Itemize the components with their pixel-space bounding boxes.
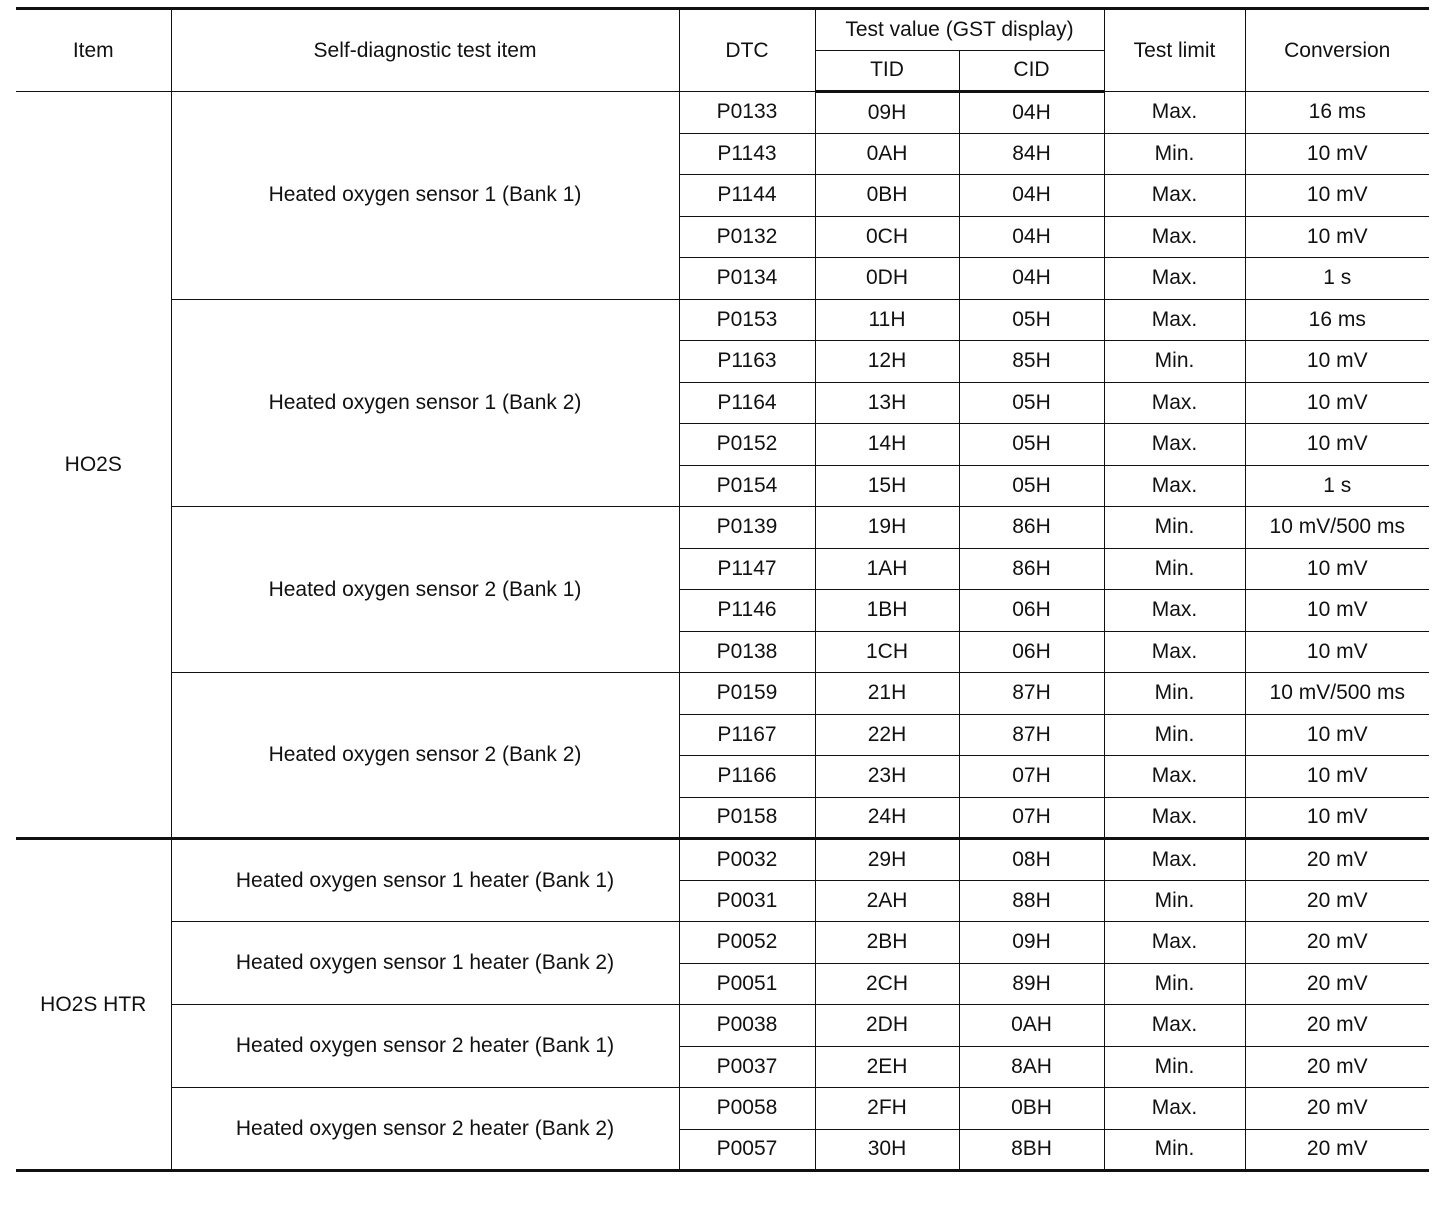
test-limit-cell: Min. <box>1104 1129 1245 1171</box>
header-item: Item <box>16 9 171 92</box>
dtc-cell: P0038 <box>679 1005 815 1047</box>
test-limit-cell: Min. <box>1104 673 1245 715</box>
test-item-cell: Heated oxygen sensor 2 (Bank 1) <box>171 507 679 673</box>
tid-cell: 0DH <box>815 258 959 300</box>
table-row <box>16 1005 1429 1047</box>
dtc-cell: P0032 <box>679 839 815 881</box>
dtc-cell: P0052 <box>679 922 815 964</box>
dtc-cell: P1166 <box>679 756 815 798</box>
cid-cell: 05H <box>959 299 1104 341</box>
tid-cell: 21H <box>815 673 959 715</box>
cid-cell: 05H <box>959 465 1104 507</box>
cid-cell: 04H <box>959 92 1104 134</box>
test-limit-cell: Max. <box>1104 258 1245 300</box>
cid-cell: 0BH <box>959 1088 1104 1130</box>
dtc-cell: P0133 <box>679 92 815 134</box>
table-row <box>16 839 1429 881</box>
cid-cell: 04H <box>959 216 1104 258</box>
dtc-cell: P1164 <box>679 382 815 424</box>
conversion-cell: 10 mV <box>1245 382 1429 424</box>
conversion-cell: 20 mV <box>1245 1005 1429 1047</box>
cid-cell: 87H <box>959 673 1104 715</box>
tid-cell: 1CH <box>815 631 959 673</box>
conversion-cell: 20 mV <box>1245 1088 1429 1130</box>
tid-cell: 2AH <box>815 880 959 922</box>
test-item-cell: Heated oxygen sensor 1 heater (Bank 2) <box>171 922 679 1005</box>
test-limit-cell: Max. <box>1104 299 1245 341</box>
tid-cell: 09H <box>815 92 959 134</box>
conversion-cell: 20 mV <box>1245 880 1429 922</box>
header-test-value: Test value (GST display) <box>815 9 1104 51</box>
header-conversion: Conversion <box>1245 9 1429 92</box>
cid-cell: 06H <box>959 590 1104 632</box>
test-limit-cell: Max. <box>1104 216 1245 258</box>
test-limit-cell: Min. <box>1104 507 1245 549</box>
conversion-cell: 10 mV <box>1245 714 1429 756</box>
conversion-cell: 10 mV <box>1245 424 1429 466</box>
tid-cell: 0AH <box>815 133 959 175</box>
test-limit-cell: Max. <box>1104 92 1245 134</box>
dtc-cell: P0057 <box>679 1129 815 1171</box>
conversion-cell: 16 ms <box>1245 299 1429 341</box>
dtc-cell: P0031 <box>679 880 815 922</box>
cid-cell: 8AH <box>959 1046 1104 1088</box>
table-row <box>16 507 1429 549</box>
cid-cell: 07H <box>959 756 1104 798</box>
test-limit-cell: Max. <box>1104 922 1245 964</box>
cid-cell: 84H <box>959 133 1104 175</box>
conversion-cell: 10 mV <box>1245 631 1429 673</box>
test-limit-cell: Max. <box>1104 797 1245 839</box>
test-item-cell: Heated oxygen sensor 2 (Bank 2) <box>171 673 679 839</box>
tid-cell: 12H <box>815 341 959 383</box>
cid-cell: 05H <box>959 382 1104 424</box>
dtc-cell: P0153 <box>679 299 815 341</box>
tid-cell: 1AH <box>815 548 959 590</box>
conversion-cell: 10 mV <box>1245 341 1429 383</box>
dtc-cell: P0158 <box>679 797 815 839</box>
dtc-cell: P1146 <box>679 590 815 632</box>
test-limit-cell: Max. <box>1104 1005 1245 1047</box>
tid-cell: 14H <box>815 424 959 466</box>
tid-cell: 2DH <box>815 1005 959 1047</box>
test-limit-cell: Min. <box>1104 1046 1245 1088</box>
test-limit-cell: Max. <box>1104 175 1245 217</box>
cid-cell: 05H <box>959 424 1104 466</box>
conversion-cell: 10 mV <box>1245 797 1429 839</box>
test-item-cell: Heated oxygen sensor 1 (Bank 2) <box>171 299 679 507</box>
test-limit-cell: Max. <box>1104 756 1245 798</box>
header-tid: TID <box>815 50 959 92</box>
conversion-cell: 10 mV/500 ms <box>1245 673 1429 715</box>
cid-cell: 06H <box>959 631 1104 673</box>
dtc-cell: P0152 <box>679 424 815 466</box>
cid-cell: 89H <box>959 963 1104 1005</box>
tid-cell: 0CH <box>815 216 959 258</box>
test-limit-cell: Min. <box>1104 341 1245 383</box>
cid-cell: 86H <box>959 507 1104 549</box>
tid-cell: 15H <box>815 465 959 507</box>
test-limit-cell: Max. <box>1104 465 1245 507</box>
conversion-cell: 20 mV <box>1245 922 1429 964</box>
tid-cell: 0BH <box>815 175 959 217</box>
tid-cell: 2CH <box>815 963 959 1005</box>
dtc-cell: P0037 <box>679 1046 815 1088</box>
cid-cell: 85H <box>959 341 1104 383</box>
test-limit-cell: Min. <box>1104 963 1245 1005</box>
table-row <box>16 673 1429 715</box>
test-limit-cell: Min. <box>1104 133 1245 175</box>
dtc-cell: P1143 <box>679 133 815 175</box>
table-row <box>16 1088 1429 1130</box>
dtc-cell: P1147 <box>679 548 815 590</box>
cid-cell: 07H <box>959 797 1104 839</box>
conversion-cell: 10 mV <box>1245 590 1429 632</box>
cid-cell: 09H <box>959 922 1104 964</box>
dtc-cell: P1144 <box>679 175 815 217</box>
test-limit-cell: Min. <box>1104 880 1245 922</box>
cid-cell: 87H <box>959 714 1104 756</box>
dtc-cell: P0132 <box>679 216 815 258</box>
test-limit-cell: Max. <box>1104 590 1245 632</box>
header-cid: CID <box>959 50 1104 92</box>
tid-cell: 1BH <box>815 590 959 632</box>
tid-cell: 24H <box>815 797 959 839</box>
conversion-cell: 20 mV <box>1245 1046 1429 1088</box>
header-row <box>16 9 1429 51</box>
tid-cell: 30H <box>815 1129 959 1171</box>
cid-cell: 8BH <box>959 1129 1104 1171</box>
cid-cell: 08H <box>959 839 1104 881</box>
tid-cell: 22H <box>815 714 959 756</box>
tid-cell: 23H <box>815 756 959 798</box>
cid-cell: 04H <box>959 175 1104 217</box>
table-body <box>16 92 1429 1171</box>
test-limit-cell: Min. <box>1104 548 1245 590</box>
dtc-cell: P0138 <box>679 631 815 673</box>
dtc-cell: P0058 <box>679 1088 815 1130</box>
dtc-cell: P0139 <box>679 507 815 549</box>
item-cell: HO2S <box>16 92 171 839</box>
tid-cell: 19H <box>815 507 959 549</box>
table-row <box>16 92 1429 134</box>
tid-cell: 11H <box>815 299 959 341</box>
conversion-cell: 20 mV <box>1245 963 1429 1005</box>
test-limit-cell: Min. <box>1104 714 1245 756</box>
conversion-cell: 10 mV <box>1245 756 1429 798</box>
cid-cell: 0AH <box>959 1005 1104 1047</box>
header-test-item: Self-diagnostic test item <box>171 9 679 92</box>
conversion-cell: 10 mV <box>1245 133 1429 175</box>
dtc-cell: P1167 <box>679 714 815 756</box>
test-item-cell: Heated oxygen sensor 1 (Bank 1) <box>171 92 679 300</box>
test-limit-cell: Max. <box>1104 382 1245 424</box>
test-item-cell: Heated oxygen sensor 1 heater (Bank 1) <box>171 839 679 922</box>
item-cell: HO2S HTR <box>16 839 171 1171</box>
self-diagnostic-table <box>16 7 1429 1172</box>
dtc-cell: P0134 <box>679 258 815 300</box>
conversion-cell: 10 mV <box>1245 216 1429 258</box>
conversion-cell: 20 mV <box>1245 1129 1429 1171</box>
dtc-cell: P1163 <box>679 341 815 383</box>
header-test-limit: Test limit <box>1104 9 1245 92</box>
conversion-cell: 1 s <box>1245 258 1429 300</box>
dtc-cell: P0154 <box>679 465 815 507</box>
conversion-cell: 1 s <box>1245 465 1429 507</box>
table-row <box>16 299 1429 341</box>
cid-cell: 86H <box>959 548 1104 590</box>
conversion-cell: 16 ms <box>1245 92 1429 134</box>
cid-cell: 88H <box>959 880 1104 922</box>
tid-cell: 13H <box>815 382 959 424</box>
cid-cell: 04H <box>959 258 1104 300</box>
dtc-cell: P0159 <box>679 673 815 715</box>
test-limit-cell: Max. <box>1104 839 1245 881</box>
tid-cell: 2FH <box>815 1088 959 1130</box>
test-item-cell: Heated oxygen sensor 2 heater (Bank 1) <box>171 1005 679 1088</box>
tid-cell: 29H <box>815 839 959 881</box>
conversion-cell: 10 mV <box>1245 548 1429 590</box>
table-row <box>16 922 1429 964</box>
header-dtc: DTC <box>679 9 815 92</box>
test-limit-cell: Max. <box>1104 1088 1245 1130</box>
tid-cell: 2EH <box>815 1046 959 1088</box>
tid-cell: 2BH <box>815 922 959 964</box>
conversion-cell: 10 mV <box>1245 175 1429 217</box>
test-limit-cell: Max. <box>1104 424 1245 466</box>
test-limit-cell: Max. <box>1104 631 1245 673</box>
conversion-cell: 20 mV <box>1245 839 1429 881</box>
conversion-cell: 10 mV/500 ms <box>1245 507 1429 549</box>
test-item-cell: Heated oxygen sensor 2 heater (Bank 2) <box>171 1088 679 1171</box>
dtc-cell: P0051 <box>679 963 815 1005</box>
